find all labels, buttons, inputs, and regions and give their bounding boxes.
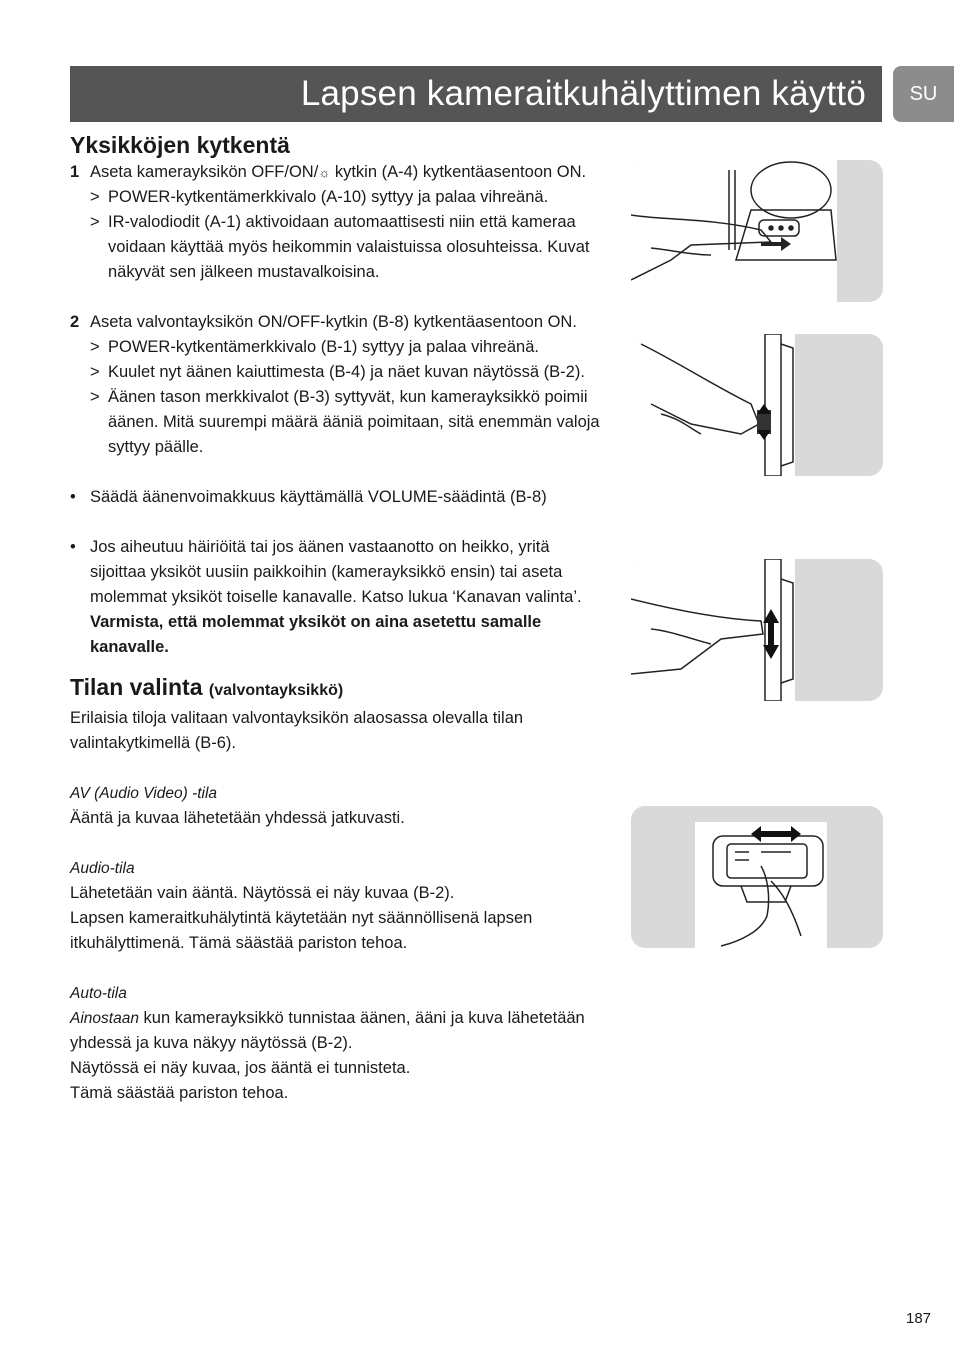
language-tab — [893, 66, 954, 122]
sun-icon: ☼ — [318, 165, 331, 180]
volume-control-illustration — [631, 559, 883, 701]
step-text-cont: kytkin (A-4) kytkentäasentoon ON. — [330, 163, 587, 181]
camera-switch-illustration — [631, 160, 883, 302]
figure-mode-selector — [631, 806, 883, 948]
step-text: Aseta kamerayksikön OFF/ON/ — [90, 163, 319, 181]
page-title: Lapsen kameraitkuhälyttimen käyttö — [300, 74, 866, 113]
av-mode-title: AV (Audio Video) -tila — [70, 785, 218, 802]
mode-selector-illustration — [631, 806, 883, 948]
figure-camera-switch — [631, 160, 883, 302]
auto-mode-text: Tämä säästää pariston tehoa. — [70, 1084, 289, 1102]
monitor-switch-illustration — [631, 334, 883, 476]
section-heading-connect: Yksikköjen kytkentä — [70, 132, 290, 158]
auto-mode-text: Näytössä ei näy kuvaa, jos ääntä ei tunnisteta. — [70, 1059, 411, 1077]
bullet-interference: • Jos aiheutuu häiriöitä tai jos äänen vastaanotto on heikko, yritä sijoittaa yksiköt uusiin paikkoihin (kamerayksikkö ensin) tai aseta molemmat yksiköt toiselle kanavalle. Katso lukua ‘Kanavan valinta’. Varmista, että molemmat yksiköt on aina asetettu samalle kanavalle. — [70, 538, 582, 656]
step-number: 2 — [70, 313, 80, 331]
language-code: SU — [909, 82, 938, 105]
channel-warning: Varmista, että molemmat yksiköt on aina asetettu samalle kanavalle. — [90, 613, 542, 656]
bullet-volume: • Säädä äänenvoimakkuus käyttämällä VOLUME-säädintä (B-8) — [70, 488, 547, 506]
step-2-result: > Äänen tason merkkivalot (B-3) syttyvät, kun kamerayksikkö poimii äänen. Mitä suurempi määrä ääniä poimitaan, sitä enemmän valoja syttyy päälle. — [90, 388, 600, 456]
av-mode-text: Ääntä ja kuvaa lähetetään yhdessä jatkuvasti. — [70, 809, 405, 827]
auto-mode-text: Ainostaan kun kamerayksikkö tunnistaa äänen, ääni ja kuva lähetetään yhdessä ja kuva näkyy näytössä (B-2). — [70, 1009, 585, 1052]
step-2-result: > Kuulet nyt äänen kaiuttimesta (B-4) ja näet kuvan näytössä (B-2). — [90, 363, 585, 381]
page-number: 187 — [906, 1310, 932, 1327]
mode-intro: Erilaisia tiloja valitaan valvontayksikön alaosassa olevalla tilan valintakytkimellä (B-6). — [70, 709, 524, 752]
main-content — [70, 130, 610, 1106]
step-1-result: > IR-valodiodit (A-1) aktivoidaan automaattisesti niin että kameraa voidaan käyttää myös heikommin valaistuissa olosuhteissa. Kuvat näkyvät sen jälkeen mustavalkoisina. — [90, 213, 590, 281]
step-text: Aseta valvontayksikön ON/OFF-kytkin (B-8) kytkentäasentoon ON. — [90, 313, 577, 331]
figure-monitor-switch — [631, 334, 883, 476]
step-1-result: > POWER-kytkentämerkkivalo (A-10) syttyy ja palaa vihreänä. — [90, 188, 549, 206]
page-title-bar — [70, 66, 882, 122]
audio-mode-text: Lapsen kameraitkuhälytintä käytetään nyt säännöllisenä lapsen itkuhälyttimenä. Tämä säästää pariston tehoa. — [70, 909, 533, 952]
step-2-result: > POWER-kytkentämerkkivalo (B-1) syttyy ja palaa vihreänä. — [90, 338, 539, 356]
step-2 — [70, 310, 610, 335]
section-heading-mode: Tilan valinta (valvontayksikkö) — [70, 674, 344, 700]
auto-mode-title: Auto-tila — [70, 985, 127, 1002]
audio-mode-title: Audio-tila — [70, 860, 135, 877]
step-number: 1 — [70, 163, 80, 181]
audio-mode-text: Lähetetään vain ääntä. Näytössä ei näy kuvaa (B-2). — [70, 884, 455, 902]
step-1 — [70, 160, 610, 185]
figure-volume-control — [631, 559, 883, 701]
